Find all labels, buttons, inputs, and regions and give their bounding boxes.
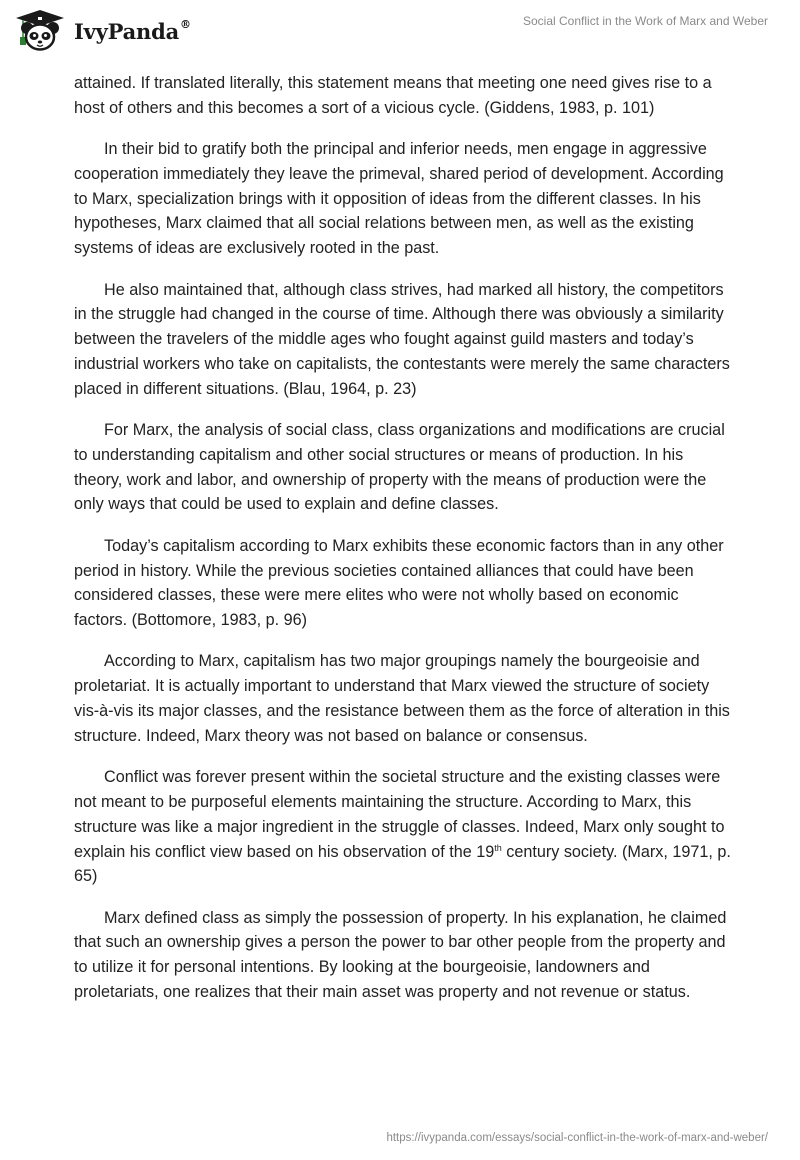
paragraph-1: attained. If translated literally, this statement means that meeting one need gives rise to a host of others and this becomes a sort of a vicious cycle. (Giddens, 1983, p. 101) xyxy=(74,74,712,117)
paragraph-8: Marx defined class as simply the possession of property. In his explanation, he claimed that such an ownership gives a person the power to bar other people from the property and to utilize it for personal intentions. By looking at the bourgeoisie, landowners and proletariats, one realizes that their main asset was property and not revenue or status. xyxy=(74,908,727,1001)
paragraph-7: Conflict was forever present within the societal structure and the existing classes were not meant to be purposeful elements maintaining the structure. According to Marx, this structure was like a major ingredient in the struggle of classes. Indeed, Marx only sought to explain his conflict view based on his observation of the 19th century society. (Marx, 1971, p. 65) xyxy=(74,768,731,886)
document-title: Social Conflict in the Work of Marx and Weber xyxy=(523,14,768,28)
essay-body xyxy=(74,71,734,1021)
ivypanda-logo[interactable] xyxy=(14,8,191,52)
paragraph-5: Today’s capitalism according to Marx exhibits these economic factors than in any other period in history. While the previous societies contained alliances that could have been considered classes, these were mere elites who were not wholly based on economic factors. (Bottomore, 1983, p. 96) xyxy=(74,536,724,630)
brand-name: IvyPanda® xyxy=(74,17,191,44)
panda-graduate-icon xyxy=(14,8,66,52)
paragraph-2: In their bid to gratify both the principal and inferior needs, men engage in aggressive cooperation immediately they leave the primeval, shared period of development. According to Marx, specialization brings with it opposition of ideas from the different classes. In his hypotheses, Marx claimed that all social relations between men, as well as the existing systems of ideas are exclusively rooted in the past. xyxy=(74,140,724,258)
paragraph-3: He also maintained that, although class strives, had marked all history, the competitors in the struggle had changed in the course of time. Although there was obviously a similarity between the travelers of the middle ages who fought against guild masters and today’s industrial workers who take on capitalists, the contestants were merely the same characters placed in different situations. (Blau, 1964, p. 23) xyxy=(74,280,730,398)
paragraph-6: According to Marx, capitalism has two major groupings namely the bourgeoisie and proletariat. It is actually important to understand that Marx viewed the structure of society vis-à-vis its major classes, and the resistance between them as the force of alteration in this structure. Indeed, Marx theory was not based on balance or consensus. xyxy=(74,652,730,745)
source-url-link[interactable]: https://ivypanda.com/essays/social-conflict-in-the-work-of-marx-and-weber/ xyxy=(386,1132,768,1144)
paragraph-4: For Marx, the analysis of social class, class organizations and modifications are crucial to understanding capitalism and other social structures or means of production. In his theory, work and labor, and ownership of property with the means of production were the only ways that could be used to explain and define classes. xyxy=(74,421,725,514)
page-header xyxy=(0,0,800,70)
